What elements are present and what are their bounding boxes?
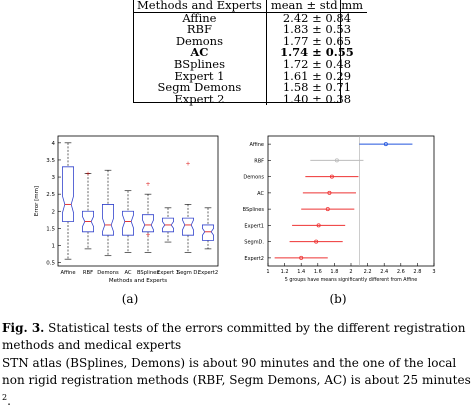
y-tick-label: Expert1 (244, 223, 264, 230)
x-tick-label: BSplines (136, 270, 160, 276)
mean-std-value: 2.42 ± 0.84 (282, 10, 352, 25)
box-body (142, 215, 153, 232)
y-tick-label: AC (257, 190, 264, 197)
y-tick-label: RBF (254, 158, 264, 165)
y-tick-label: 1.5 (46, 226, 55, 233)
y-tick-label: 0.5 (46, 260, 55, 267)
y-tick-label: Affine (249, 142, 264, 149)
caption-label: Fig. 3. (2, 321, 45, 335)
x-tick-label: 1.8 (330, 269, 339, 275)
y-tick-label: SegmD. (244, 239, 264, 246)
method-name: AC (133, 47, 266, 59)
mean-std-value: 1.74 ± 0.55 (280, 45, 354, 60)
figure-label-a: (a) (121, 292, 139, 306)
x-tick-label: AC (124, 270, 132, 276)
y-tick-label: Expert2 (244, 255, 264, 262)
x-tick-label: Demons (97, 270, 119, 276)
method-name: RBF (133, 24, 266, 36)
figure-caption (2, 320, 472, 354)
table-body (133, 12, 367, 105)
y-tick-label: 2.5 (46, 192, 55, 199)
header-mean-std: mean ± std mm (266, 0, 367, 12)
box-body (62, 167, 73, 222)
x-tick-label: 2 (349, 269, 353, 275)
method-name: Segm Demons (133, 82, 266, 94)
x-tick-label: Affine (60, 270, 76, 276)
y-tick-label: 4 (51, 140, 55, 147)
y-axis-label: Error [mm] (34, 185, 40, 217)
y-tick-label: 1 (51, 243, 55, 250)
outlier-point: + (145, 232, 151, 240)
table-row (133, 94, 367, 106)
x-tick-label: 3 (432, 269, 436, 275)
method-name: Expert 2 (133, 94, 266, 106)
mean-std-value: 1.58 ± 0.71 (282, 80, 352, 95)
method-name: Expert 1 (133, 71, 266, 83)
x-tick-label: 2.6 (396, 269, 405, 275)
y-tick-label: 3.5 (46, 157, 55, 164)
plot-frame (58, 136, 218, 266)
method-name: BSplines (133, 59, 266, 71)
body-text: STN atlas (BSplines, Demons) is about 90 minutes and the one of the local non rigid registration methods (RBF, Segm Demons, AC) is about 25 minutes (2, 356, 471, 387)
mean-std-value: 1.40 ± 0.38 (282, 91, 352, 106)
y-tick-label: Demons (243, 174, 264, 181)
comparison-chart (232, 130, 442, 290)
mean-std-value: 1.83 ± 0.53 (282, 22, 352, 37)
box-body (202, 225, 213, 240)
header-methods: Methods and Experts (133, 0, 266, 12)
results-table (133, 0, 367, 105)
x-tick-label: 1.4 (297, 269, 306, 275)
footnote-mark: 2 (2, 393, 8, 402)
plot-frame (268, 136, 434, 266)
box-body (102, 204, 113, 235)
boxplot-chart (30, 130, 222, 290)
x-tick-label: RBF (82, 270, 94, 276)
outlier-point: + (145, 180, 151, 188)
x-tick-label: Expert 1 (157, 270, 179, 276)
box-body (182, 218, 193, 235)
caption-text: Statistical tests of the errors committed by the different registration methods and medical experts (2, 321, 466, 352)
figure-label-b: (b) (329, 292, 347, 306)
x-tick-label: Expert2 (197, 270, 219, 276)
x-tick-label: 1.6 (313, 269, 322, 275)
mean-std-value: 1.61 ± 0.29 (282, 68, 352, 83)
x-tick-label: 2.8 (413, 269, 422, 275)
x-axis-label: 5 groups have means significantly different from Affine (284, 278, 418, 283)
outlier-point: + (85, 170, 91, 178)
x-tick-label: 1.2 (280, 269, 289, 275)
x-tick-label: 2.4 (380, 269, 389, 275)
mean-std-value: 1.77 ± 0.65 (282, 33, 352, 48)
y-tick-label: 3 (51, 175, 55, 182)
mean-std-value: 1.72 ± 0.48 (282, 56, 352, 71)
method-name: Demons (133, 36, 266, 48)
x-tick-label: 1 (266, 269, 270, 275)
y-tick-label: BSplines (242, 207, 264, 214)
y-tick-label: 2 (51, 209, 55, 216)
body-paragraph (2, 355, 472, 410)
body-end: . (7, 394, 11, 408)
outlier-point: + (185, 160, 191, 168)
x-tick-label: Segm D. (176, 270, 200, 276)
box-body (122, 211, 133, 235)
method-name: Affine (133, 12, 266, 24)
x-axis-label: Methods and Experts (108, 278, 168, 284)
x-tick-label: 2.2 (363, 269, 372, 275)
